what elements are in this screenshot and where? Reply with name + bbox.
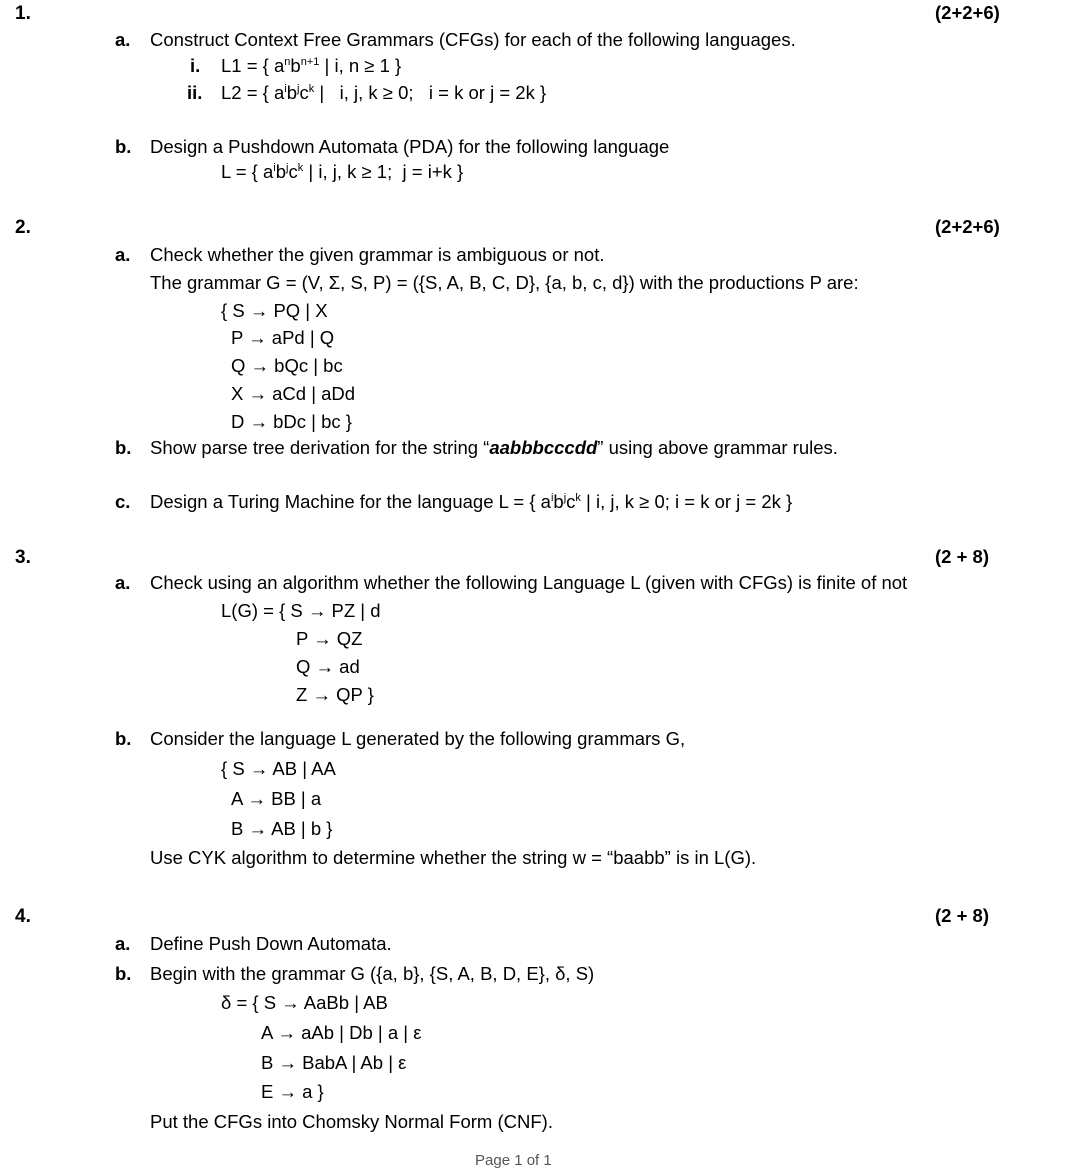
q3b-production: B → AB | b }: [231, 818, 333, 839]
q1-a-sub-i-label: i.: [190, 55, 201, 76]
q3-production: L(G) = { S → PZ | d: [221, 600, 381, 621]
q2-production: X → aCd | aDd: [231, 383, 356, 404]
question-3-number: 3.: [15, 547, 31, 568]
q2-production: { S → PQ | X: [221, 300, 328, 321]
q4-production: B → BabA | Ab | ε: [261, 1052, 407, 1073]
q2-part-c-label: c.: [115, 491, 131, 512]
q3-production: P → QZ: [296, 628, 363, 649]
q3-part-b-label: b.: [115, 728, 132, 749]
question-2-marks: (2+2+6): [935, 216, 1000, 237]
q3b-production: A → BB | a: [231, 788, 322, 809]
question-4-number: 4.: [15, 906, 31, 927]
q2-part-a-label: a.: [115, 244, 131, 265]
q2-part-c-text: Design a Turing Machine for the language L = { $a^ib^jc^k$ | i, j, k ≥ 0; i = k or j = 2k }: [150, 491, 793, 512]
q1-part-b-label: b.: [115, 136, 132, 157]
q3-part-a-label: a.: [115, 572, 131, 593]
page-footer: Page 1 of 1: [475, 1152, 552, 1169]
q4-part-b-text: Begin with the grammar G ({a, b}, {S, A, B, D, E}, δ, S): [150, 963, 595, 984]
question-1-number: 1.: [15, 3, 31, 24]
q2-production: Q → bQc | bc: [231, 355, 343, 376]
q4-part-a-text: Define Push Down Automata.: [150, 933, 392, 954]
q2-production: D → bDc | bc }: [231, 411, 352, 432]
q3-part-b-text: Consider the language L generated by the following grammars G,: [150, 728, 686, 749]
q3b-production: { S → AB | AA: [221, 758, 336, 779]
q4-production: A → aAb | Db | a | ε: [261, 1022, 422, 1043]
question-2-number: 2.: [15, 217, 31, 238]
q2-production: P → aPd | Q: [231, 327, 335, 348]
q1-a-sub-i-language: L1 = { $a^nb^{n+1}$ | i, n ≥ 1 }: [221, 55, 402, 76]
q4-part-b-cnf-text: Put the CFGs into Chomsky Normal Form (CNF).: [150, 1111, 553, 1132]
q4-part-b-label: b.: [115, 963, 132, 984]
q1-a-sub-ii-language: L2 = { $a^ib^jc^k$ | i, j, k ≥ 0; i = k or j = 2k }: [221, 82, 547, 103]
q2-part-a-grammar-def: The grammar G = (V, Σ, S, P) = ({S, A, B, C, D}, {a, b, c, d}) with the productions P are:: [150, 272, 859, 293]
q1-b-language: L = { $a^ib^jc^k$ | i, j, k ≥ 1; j = i+k }: [221, 161, 464, 182]
question-4-marks: (2 + 8): [935, 905, 989, 926]
q4-production: δ = { S → AaBb | AB: [221, 992, 388, 1013]
q1-part-b-text: Design a Pushdown Automata (PDA) for the following language: [150, 136, 670, 157]
question-3-marks: (2 + 8): [935, 546, 989, 567]
q3-part-a-text: Check using an algorithm whether the following Language L (given with CFGs) is finite of not: [150, 572, 908, 593]
question-1-marks: (2+2+6): [935, 2, 1000, 23]
q1-part-a-text: Construct Context Free Grammars (CFGs) for each of the following languages.: [150, 29, 796, 50]
q3-production: Q → ad: [296, 656, 360, 677]
q3-production: Z → QP }: [296, 684, 374, 705]
q2-part-a-text: Check whether the given grammar is ambiguous or not.: [150, 244, 605, 265]
q1-a-sub-ii-label: ii.: [187, 82, 203, 103]
q2-part-b-label: b.: [115, 437, 132, 458]
q4-production: E → a }: [261, 1081, 324, 1102]
q4-part-a-label: a.: [115, 933, 131, 954]
q3-part-b-cyk-text: Use CYK algorithm to determine whether the string w = “baabb” is in L(G).: [150, 847, 757, 868]
q2-part-b-text: Show parse tree derivation for the string “aabbbcccdd” using above grammar rules.: [150, 437, 838, 458]
q1-part-a-label: a.: [115, 29, 131, 50]
